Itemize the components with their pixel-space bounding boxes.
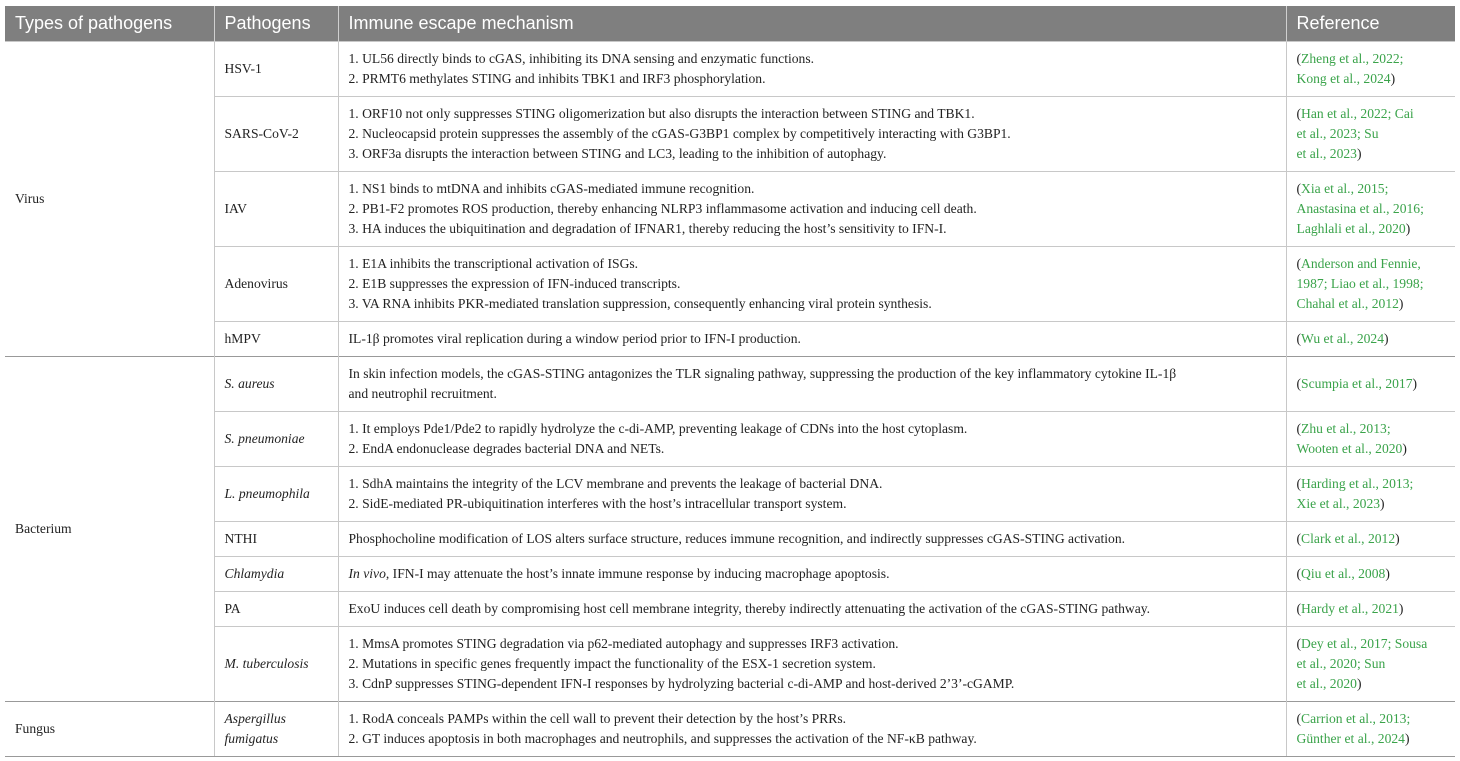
- reference-link[interactable]: (Zheng et al., 2022;: [1296, 51, 1404, 66]
- reference-link[interactable]: 1987; Liao et al., 1998;: [1296, 276, 1424, 291]
- reference-cell: [1286, 522, 1455, 557]
- table-row: [5, 322, 1455, 357]
- reference-link[interactable]: Chahal et al., 2012): [1296, 296, 1404, 311]
- pathogen-cell: HSV-1: [214, 42, 338, 97]
- mechanism-line: IL-1β promotes viral replication during a window period prior to IFN-I production.: [348, 331, 801, 346]
- pathogen-cell: NTHI: [214, 522, 338, 557]
- reference-link[interactable]: (Carrion et al., 2013;: [1296, 711, 1411, 726]
- reference-link[interactable]: (Clark et al., 2012): [1296, 531, 1400, 546]
- pathogen-cell: [214, 702, 338, 757]
- mechanism-line: Phosphocholine modification of LOS alters surface structure, reduces immune recognition, and indirectly suppresses cGAS-STING activation.: [348, 531, 1126, 546]
- mechanism-line: 2. GT induces apoptosis in both macrophages and neutrophils, and suppresses the activation of the NF-κB pathway.: [348, 731, 977, 746]
- reference-link[interactable]: Kong et al., 2024): [1296, 71, 1396, 86]
- mechanism-line: 1. RodA conceals PAMPs within the cell wall to prevent their detection by the host’s PRRs.: [348, 711, 847, 726]
- reference-cell: [1286, 97, 1455, 172]
- mechanism-text: , IFN-I may attenuate the host’s innate immune response by inducing macrophage apoptosis.: [385, 566, 890, 581]
- group-bacterium: Bacterium: [5, 357, 214, 702]
- header-type: Types of pathogens: [5, 6, 214, 42]
- pathogen-cell: Chlamydia: [214, 557, 338, 592]
- reference-link[interactable]: (Xia et al., 2015;: [1296, 181, 1389, 196]
- reference-link[interactable]: (Dey et al., 2017; Sousa: [1296, 636, 1428, 651]
- table-row: [5, 42, 1455, 97]
- pathogen-cell: Adenovirus: [214, 247, 338, 322]
- header-mechanism: Immune escape mechanism: [338, 6, 1286, 42]
- reference-cell: [1286, 412, 1455, 467]
- mechanism-cell: [338, 172, 1286, 247]
- mechanism-line: and neutrophil recruitment.: [348, 386, 497, 401]
- reference-link[interactable]: (Anderson and Fennie,: [1296, 256, 1421, 271]
- reference-cell: [1286, 557, 1455, 592]
- mechanism-line: [349, 564, 1276, 584]
- header-reference: Reference: [1286, 6, 1455, 42]
- reference-link[interactable]: (Qiu et al., 2008): [1296, 566, 1390, 581]
- reference-cell: [1286, 172, 1455, 247]
- mechanism-line: 3. HA induces the ubiquitination and degradation of IFNAR1, thereby reducing the host’s sensitivity to IFN-I.: [348, 221, 947, 236]
- mechanism-line: 3. VA RNA inhibits PKR-mediated translation suppression, consequently enhancing viral protein synthesis.: [348, 296, 932, 311]
- mechanism-cell: [338, 467, 1286, 522]
- reference-link[interactable]: Wooten et al., 2020): [1296, 441, 1407, 456]
- mechanism-line: 1. SdhA maintains the integrity of the LCV membrane and prevents the leakage of bacterial DNA.: [348, 476, 883, 491]
- table-row: [5, 627, 1455, 702]
- table-row: [5, 557, 1455, 592]
- pathogen-immune-escape-table: [5, 6, 1455, 757]
- mechanism-italic-prefix: In vivo: [348, 566, 386, 581]
- mechanism-cell: [338, 592, 1286, 627]
- pathogen-cell: S. aureus: [214, 357, 338, 412]
- table-row: [5, 702, 1455, 757]
- table-row: [5, 467, 1455, 522]
- reference-cell: [1286, 42, 1455, 97]
- group-fungus: Fungus: [5, 702, 214, 757]
- mechanism-line: 1. UL56 directly binds to cGAS, inhibiting its DNA sensing and enzymatic functions.: [348, 51, 815, 66]
- reference-cell: [1286, 247, 1455, 322]
- reference-link[interactable]: et al., 2020; Sun: [1296, 656, 1386, 671]
- reference-link[interactable]: (Zhu et al., 2013;: [1296, 421, 1391, 436]
- table-row: [5, 247, 1455, 322]
- reference-cell: [1286, 357, 1455, 412]
- mechanism-line: In skin infection models, the cGAS-STING antagonizes the TLR signaling pathway, suppressing the production of the key inflammatory cytokine IL-1β: [348, 366, 1177, 381]
- mechanism-line: 2. Mutations in specific genes frequently impact the functionality of the ESX-1 secretion system.: [348, 656, 876, 671]
- mechanism-cell: [338, 322, 1286, 357]
- mechanism-line: 2. PRMT6 methylates STING and inhibits TBK1 and IRF3 phosphorylation.: [348, 71, 766, 86]
- reference-link[interactable]: (Hardy et al., 2021): [1296, 601, 1404, 616]
- reference-cell: [1286, 702, 1455, 757]
- reference-link[interactable]: Günther et al., 2024): [1296, 731, 1410, 746]
- mechanism-cell: [338, 627, 1286, 702]
- mechanism-line: 2. Nucleocapsid protein suppresses the assembly of the cGAS-G3BP1 complex by competitively interacting with G3BP1.: [348, 126, 1011, 141]
- mechanism-cell: [338, 702, 1286, 757]
- pathogen-line: fumigatus: [224, 731, 279, 746]
- mechanism-cell: [338, 557, 1286, 592]
- table-row: [5, 172, 1455, 247]
- pathogen-cell: IAV: [214, 172, 338, 247]
- mechanism-line: 3. CdnP suppresses STING-dependent IFN-I responses by hydrolyzing bacterial c-di-AMP and host-derived 2’3’-cGAMP.: [348, 676, 1015, 691]
- reference-link[interactable]: et al., 2023; Su: [1296, 126, 1379, 141]
- table-row: [5, 522, 1455, 557]
- reference-cell: [1286, 467, 1455, 522]
- mechanism-line: 1. E1A inhibits the transcriptional activation of ISGs.: [348, 256, 639, 271]
- mechanism-line: 2. PB1-F2 promotes ROS production, thereby enhancing NLRP3 inflammasome activation and inducing cell death.: [348, 201, 977, 216]
- pathogen-cell: PA: [214, 592, 338, 627]
- table-row: [5, 412, 1455, 467]
- reference-link[interactable]: (Wu et al., 2024): [1296, 331, 1389, 346]
- reference-link[interactable]: (Harding et al., 2013;: [1296, 476, 1414, 491]
- mechanism-line: 1. It employs Pde1/Pde2 to rapidly hydrolyze the c-di-AMP, preventing leakage of CDNs into the host cytoplasm.: [348, 421, 968, 436]
- reference-link[interactable]: Anastasina et al., 2016;: [1296, 201, 1424, 216]
- mechanism-line: 3. ORF3a disrupts the interaction between STING and LC3, leading to the inhibition of autophagy.: [348, 146, 887, 161]
- pathogen-cell: SARS-CoV-2: [214, 97, 338, 172]
- mechanism-cell: [338, 97, 1286, 172]
- mechanism-line: 1. ORF10 not only suppresses STING oligomerization but also disrupts the interaction between STING and TBK1.: [348, 106, 975, 121]
- mechanism-line: 2. EndA endonuclease degrades bacterial DNA and NETs.: [348, 441, 665, 456]
- mechanism-line: ExoU induces cell death by compromising host cell membrane integrity, thereby indirectly attenuating the activation of the cGAS-STING pathway.: [348, 601, 1151, 616]
- mechanism-cell: [338, 357, 1286, 412]
- mechanism-line: 2. E1B suppresses the expression of IFN-induced transcripts.: [348, 276, 681, 291]
- pathogen-cell: M. tuberculosis: [214, 627, 338, 702]
- pathogen-cell: S. pneumoniae: [214, 412, 338, 467]
- reference-link[interactable]: et al., 2020): [1296, 676, 1362, 691]
- table-row: [5, 357, 1455, 412]
- reference-link[interactable]: Laghlali et al., 2020): [1296, 221, 1411, 236]
- mechanism-cell: [338, 522, 1286, 557]
- mechanism-cell: [338, 42, 1286, 97]
- pathogen-line: Aspergillus: [224, 711, 286, 726]
- reference-link[interactable]: Xie et al., 2023): [1296, 496, 1385, 511]
- reference-link[interactable]: et al., 2023): [1296, 146, 1362, 161]
- mechanism-cell: [338, 247, 1286, 322]
- reference-link[interactable]: (Han et al., 2022; Cai: [1296, 106, 1414, 121]
- mechanism-cell: [338, 412, 1286, 467]
- header-pathogen: Pathogens: [214, 6, 338, 42]
- table-row: [5, 592, 1455, 627]
- reference-cell: [1286, 627, 1455, 702]
- group-virus: Virus: [5, 42, 214, 357]
- mechanism-line: 1. MmsA promotes STING degradation via p62-mediated autophagy and suppresses IRF3 activation.: [348, 636, 899, 651]
- table-row: [5, 97, 1455, 172]
- reference-cell: [1286, 592, 1455, 627]
- mechanism-line: 2. SidE-mediated PR-ubiquitination interferes with the host’s intracellular transport system.: [348, 496, 847, 511]
- reference-link[interactable]: (Scumpia et al., 2017): [1296, 376, 1418, 391]
- mechanism-line: 1. NS1 binds to mtDNA and inhibits cGAS-mediated immune recognition.: [348, 181, 755, 196]
- pathogen-cell: hMPV: [214, 322, 338, 357]
- pathogen-cell: L. pneumophila: [214, 467, 338, 522]
- reference-cell: [1286, 322, 1455, 357]
- header-row: [5, 6, 1455, 42]
